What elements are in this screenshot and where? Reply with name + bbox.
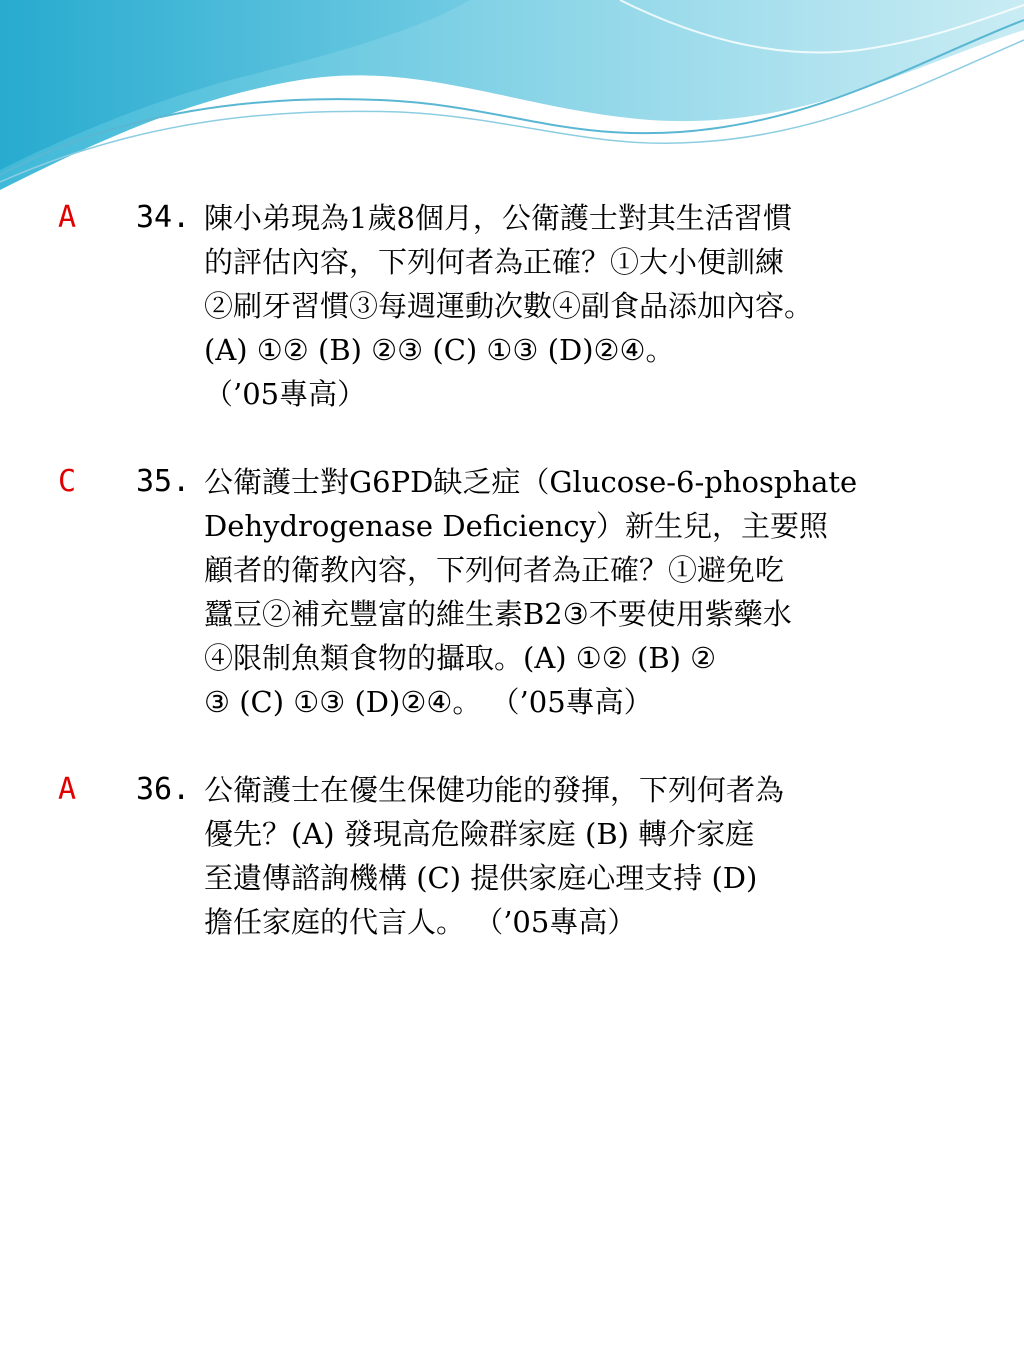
question-options-line: 優先？(A) 發現高危險群家庭 (B) 轉介家庭	[204, 817, 755, 851]
question-options-line: (A) ①② (B) ②③ (C) ①③ (D)②④。	[204, 333, 675, 367]
question-options-line: 擔任家庭的代言人。 （’05專高）	[204, 905, 637, 939]
answer-key: C	[58, 464, 77, 499]
question-text-line: 的評估內容，下列何者為正確？①大小便訓練	[204, 245, 785, 279]
question-text-line: Dehydrogenase Deficiency）新生兒，主要照	[204, 509, 829, 543]
question-options-line: ③ (C) ①③ (D)②④。 （’05專高）	[204, 685, 653, 719]
question-text-line: 公衛護士對G6PD缺乏症（Glucose-6-phosphate	[204, 465, 858, 499]
question-text-line: ②刷牙習慣③每週運動次數④副食品添加內容。	[204, 289, 814, 323]
header-wave-decoration	[0, 0, 1024, 200]
question-number: 34.	[136, 200, 191, 235]
question-number: 36.	[136, 772, 191, 807]
question-source-line: （’05專高）	[204, 377, 367, 411]
question-text-line: 陳小弟現為1歲8個月，公衛護士對其生活習慣	[204, 201, 792, 235]
question-text-line: 公衛護士在優生保健功能的發揮，下列何者為	[204, 773, 785, 807]
question-options-line: ④限制魚類食物的攝取。(A) ①② (B) ②	[204, 641, 717, 675]
answer-key: A	[58, 772, 77, 807]
question-text-line: 顧者的衛教內容，下列何者為正確？①避免吃	[204, 553, 785, 587]
question-text-line: 蠶豆②補充豐富的維生素B2③不要使用紫藥水	[204, 597, 792, 631]
question-options-line: 至遺傳諮詢機構 (C) 提供家庭心理支持 (D)	[204, 861, 758, 895]
question-number: 35.	[136, 464, 191, 499]
answer-key: A	[58, 200, 77, 235]
